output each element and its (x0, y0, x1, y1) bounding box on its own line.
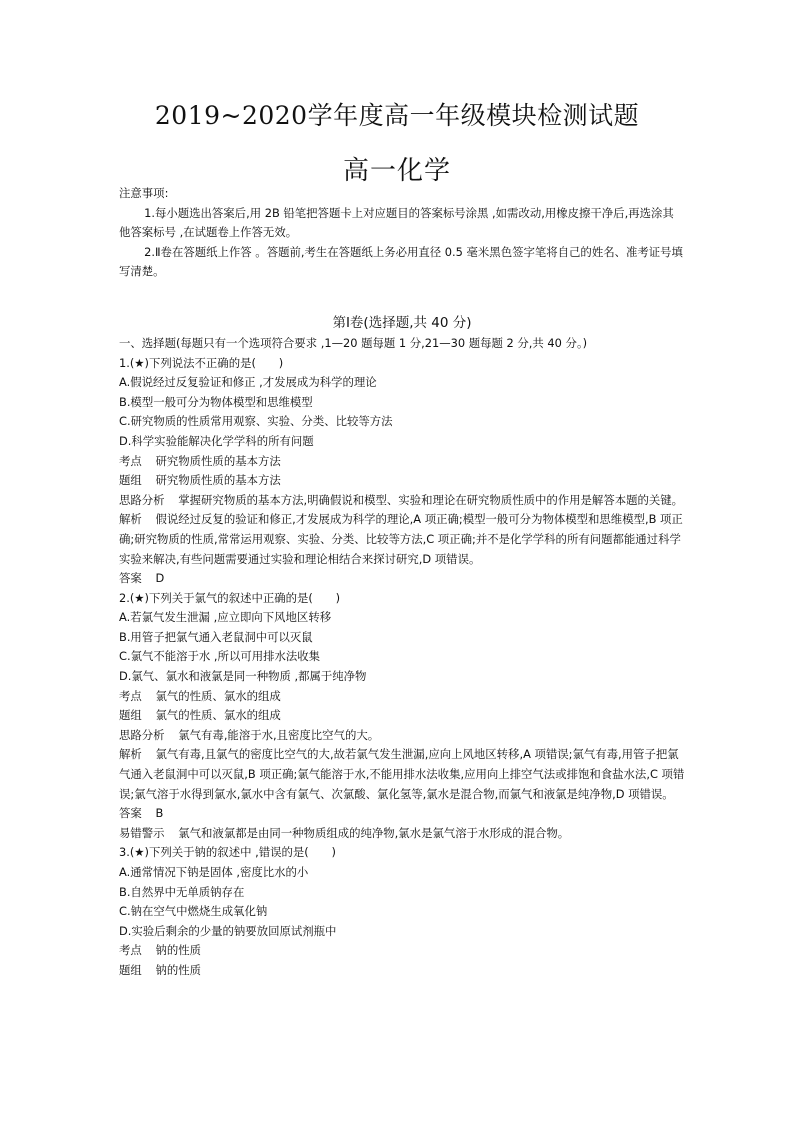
jiexi-line (119, 510, 685, 569)
option-a: A.通常情况下钠是固体 ,密度比水的小 (119, 865, 309, 879)
kaodian-text: 研究物质性质的基本方法 (155, 453, 281, 468)
tizu-text: 研究物质性质的基本方法 (155, 473, 281, 488)
daan-line (119, 569, 685, 589)
question-1 (119, 354, 685, 589)
question-3 (119, 843, 685, 980)
silu-label: 思路分析 (119, 727, 165, 742)
yicuo-line (119, 824, 685, 844)
option-b: B.自然界中无单质钠存在 (119, 884, 245, 899)
option-c: C.氯气不能溶于水 ,所以可用排水法收集 (119, 649, 321, 664)
notes-heading: 注意事项: (119, 186, 169, 200)
daan-label: 答案 (119, 571, 142, 586)
silu-line (119, 726, 685, 746)
silu-label: 思路分析 (119, 492, 165, 507)
option-d: D.实验后剩余的少量的钠要放回原试剂瓶中 (119, 923, 337, 938)
jiexi-text: 氯气有毒,且氯气的密度比空气的大,故若氯气发生泄漏,应向上风地区转移,A 项错误;氯气有毒,用管子把氯气通入老鼠洞中可以灭鼠,B 项正确;氯气能溶于水,不能用排水法收集,应用向上排空气法或排饱和食盐水法,C 项错误;氯气溶于水得到氯水,氯水中含有氯气、次氯酸、氯化氢等,氯水是混合物,而氯气和液氯是纯净物,D 项错误。 (119, 747, 685, 801)
notes-item-1: 1.每小题选出答案后,用 2B 铅笔把答题卡上对应题目的答案标号涂黑 ,如需改动,用橡皮擦干净后,再选涂其他答案标号 ,在试题卷上作答无效。 (119, 205, 674, 240)
silu-text: 氯气有毒,能溶于水,且密度比空气的大。 (178, 727, 380, 742)
option-c: C.钠在空气中燃烧生成氧化钠 (119, 904, 268, 919)
option-b: B.模型一般可分为物体模型和思维模型 (119, 394, 313, 409)
question-stem: 2.(★)下列关于氯气的叙述中正确的是( ) (119, 590, 341, 605)
tizu-label: 题组 (119, 473, 142, 488)
option-b: B.用管子把氯气通入老鼠洞中可以灭鼠 (119, 629, 313, 644)
kaodian-line (119, 941, 685, 961)
kaodian-label: 考点 (119, 943, 142, 958)
jiexi-line (119, 745, 685, 804)
option-c: C.研究物质的性质常用观察、实验、分类、比较等方法 (119, 414, 393, 429)
yicuo-text: 氯气和液氯都是由同一种物质组成的纯净物,氯水是氯气溶于水形成的混合物。 (178, 825, 570, 840)
kaodian-line (119, 452, 685, 472)
tizu-line (119, 706, 685, 726)
yicuo-label: 易错警示 (119, 825, 165, 840)
option-d: D.科学实验能解决化学学科的所有问题 (119, 433, 314, 448)
silu-text: 掌握研究物质的基本方法,明确假说和模型、实验和理论在研究物质性质中的作用是解答本题的关键。 (178, 492, 684, 507)
daan-label: 答案 (119, 806, 142, 821)
part-heading: 一、选择题(每题只有一个选项符合要求 ,1—20 题每题 1 分,21—30 题每题 2 分,共 40 分。) (119, 335, 588, 350)
tizu-text: 钠的性质 (155, 962, 202, 977)
question-stem: 1.(★)下列说法不正确的是( ) (119, 355, 284, 370)
exam-subject-title: 高一化学 (342, 156, 451, 186)
silu-line (119, 491, 685, 511)
kaodian-label: 考点 (119, 453, 142, 468)
section-title: 第Ⅰ卷(选择题,共 40 分) (332, 314, 472, 331)
jiexi-text: 假说经过反复的验证和修正,才发展成为科学的理论,A 项正确;模型一般可分为物体模型和思维模型,B 项正确;研究物质的性质,常常运用观察、实验、分类、比较等方法,C 项正确;并不是化学学科的所有问题都能通过科学实验来解决,有些问题需要通过实验和理论相结合来探讨研究,D 项错误。 (119, 512, 683, 566)
question-stem: 3.(★)下列关于钠的叙述中 ,错误的是( ) (119, 845, 336, 860)
tizu-line (119, 471, 685, 491)
option-d: D.氯气、氯水和液氯是同一种物质 ,都属于纯净物 (119, 669, 367, 684)
daan-text: B (155, 806, 164, 821)
option-a: A.若氯气发生泄漏 ,应立即向下风地区转移 (119, 610, 332, 625)
jiexi-label: 解析 (119, 747, 142, 762)
kaodian-line (119, 687, 685, 707)
jiexi-label: 解析 (119, 512, 142, 527)
exam-title: 2019~2020学年度高一年级模块检测试题 (154, 101, 640, 130)
daan-text: D (155, 571, 165, 586)
daan-line (119, 804, 685, 824)
question-2 (119, 589, 685, 844)
option-a: A.假说经过反复验证和修正 ,才发展成为科学的理论 (119, 375, 377, 390)
kaodian-text: 钠的性质 (155, 943, 202, 958)
tizu-text: 氯气的性质、氯水的组成 (155, 708, 281, 723)
kaodian-text: 氯气的性质、氯水的组成 (155, 688, 281, 703)
document-body (119, 184, 685, 981)
tizu-label: 题组 (119, 708, 142, 723)
kaodian-label: 考点 (119, 688, 142, 703)
notes-item-2: 2.Ⅱ卷在答题纸上作答 。答题前,考生在答题纸上务必用直径 0.5 毫米黑色签字笔将自己的姓名、准考证号填写清楚。 (119, 244, 683, 279)
tizu-label: 题组 (119, 962, 142, 977)
tizu-line (119, 961, 685, 981)
